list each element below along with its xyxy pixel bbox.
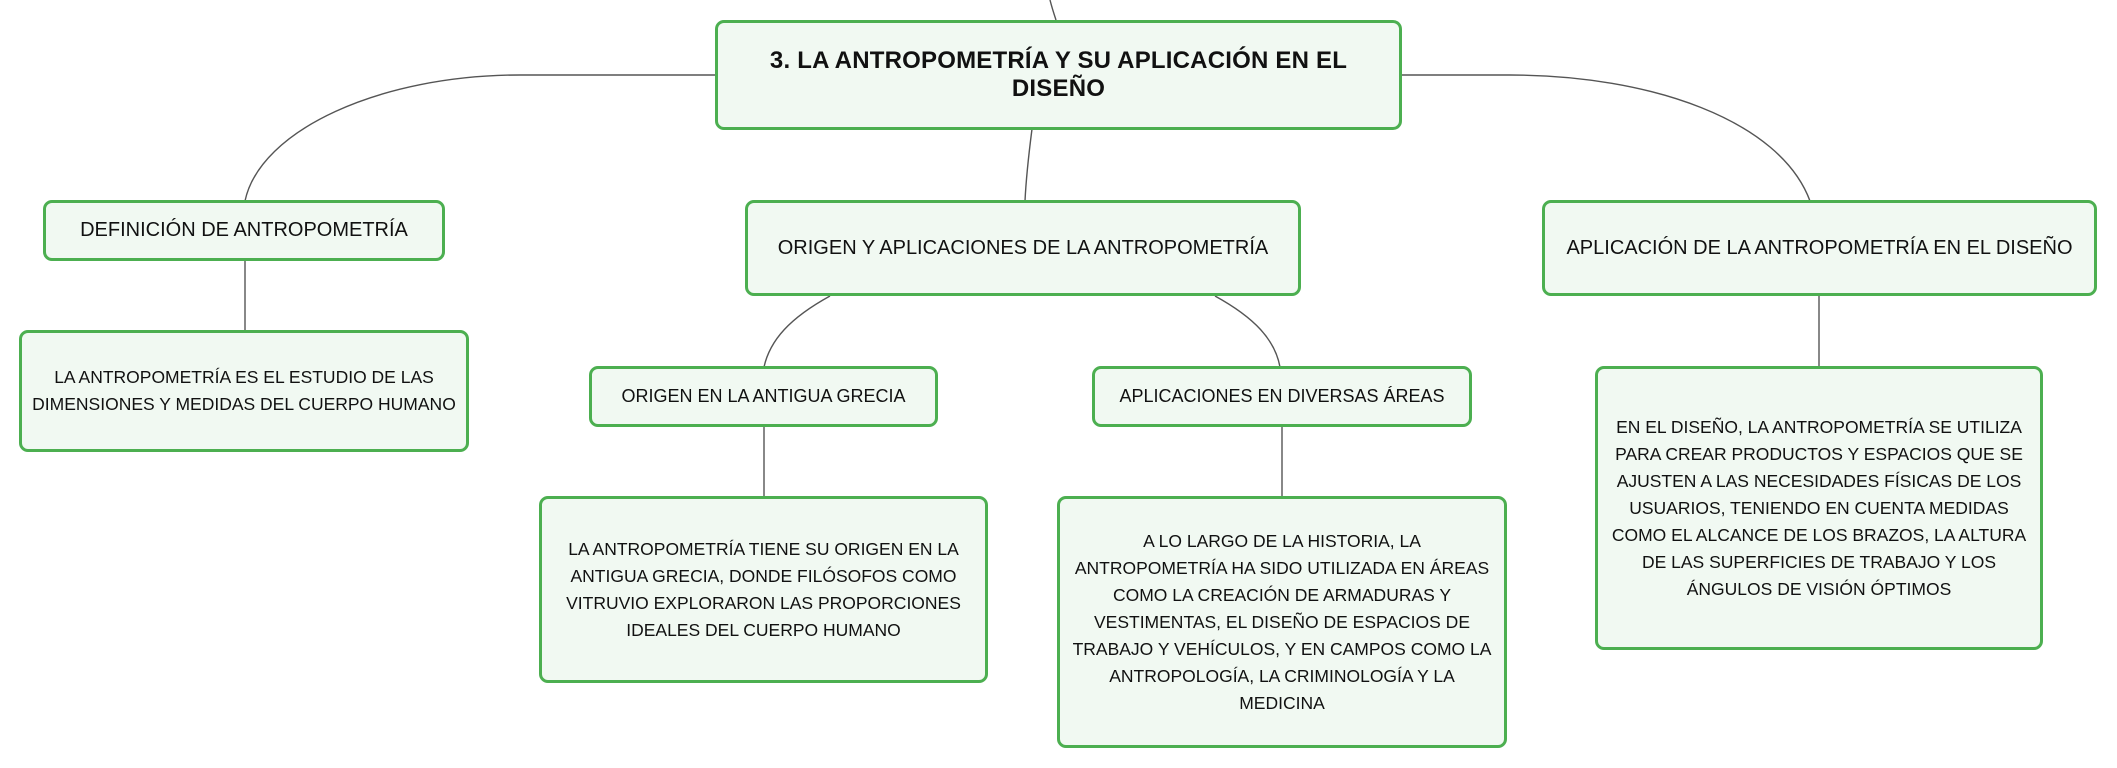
detail-origin-greece[interactable]: LA ANTROPOMETRÍA TIENE SU ORIGEN EN LA ANTIGUA GRECIA, DONDE FILÓSOFOS COMO VITRUVIO EXPLORARON LAS PROPORCIONES IDEALES DEL CUERPO HUMANO — [539, 496, 988, 683]
connector-root-to-design-application — [1402, 75, 1810, 201]
central-topic[interactable]: 3. LA ANTROPOMETRÍA Y SU APLICACIÓN EN EL DISEÑO — [715, 20, 1402, 130]
connector-root-to-definition — [245, 75, 716, 201]
subtopic-origin-greece[interactable]: ORIGEN EN LA ANTIGUA GRECIA — [589, 366, 938, 427]
detail-definition[interactable]: LA ANTROPOMETRÍA ES EL ESTUDIO DE LAS DIMENSIONES Y MEDIDAS DEL CUERPO HUMANO — [19, 330, 469, 452]
detail-design-application[interactable]: EN EL DISEÑO, LA ANTROPOMETRÍA SE UTILIZA PARA CREAR PRODUCTOS Y ESPACIOS QUE SE AJUSTEN A LAS NECESIDADES FÍSICAS DE LOS USUARIOS, TENIENDO EN CUENTA MEDIDAS COMO EL ALCANCE DE LOS BRAZOS, LA ALTURA DE LAS SUPERFICIES DE TRABAJO Y LOS ÁNGULOS DE VISIÓN ÓPTIMOS — [1595, 366, 2043, 650]
connector-origin-applications-to-areas — [1215, 296, 1280, 367]
subtopic-applications-areas[interactable]: APLICACIONES EN DIVERSAS ÁREAS — [1092, 366, 1472, 427]
topic-origin-applications[interactable]: ORIGEN Y APLICACIONES DE LA ANTROPOMETRÍA — [745, 200, 1301, 296]
topic-definition[interactable]: DEFINICIÓN DE ANTROPOMETRÍA — [43, 200, 445, 261]
connector-origin-applications-to-greece — [764, 296, 830, 367]
connector-root-to-origin-applications — [1025, 129, 1032, 201]
detail-applications-areas[interactable]: A LO LARGO DE LA HISTORIA, LA ANTROPOMETRÍA HA SIDO UTILIZADA EN ÁREAS COMO LA CREACIÓN DE ARMADURAS Y VESTIMENTAS, EL DISEÑO DE ESPACIOS DE TRABAJO Y VEHÍCULOS, Y EN CAMPOS COMO LA ANTROPOLOGÍA, LA CRIMINOLOGÍA Y LA MEDICINA — [1057, 496, 1507, 748]
topic-design-application[interactable]: APLICACIÓN DE LA ANTROPOMETRÍA EN EL DISEÑO — [1542, 200, 2097, 296]
connector-parent-to-root — [1050, 0, 1056, 20]
